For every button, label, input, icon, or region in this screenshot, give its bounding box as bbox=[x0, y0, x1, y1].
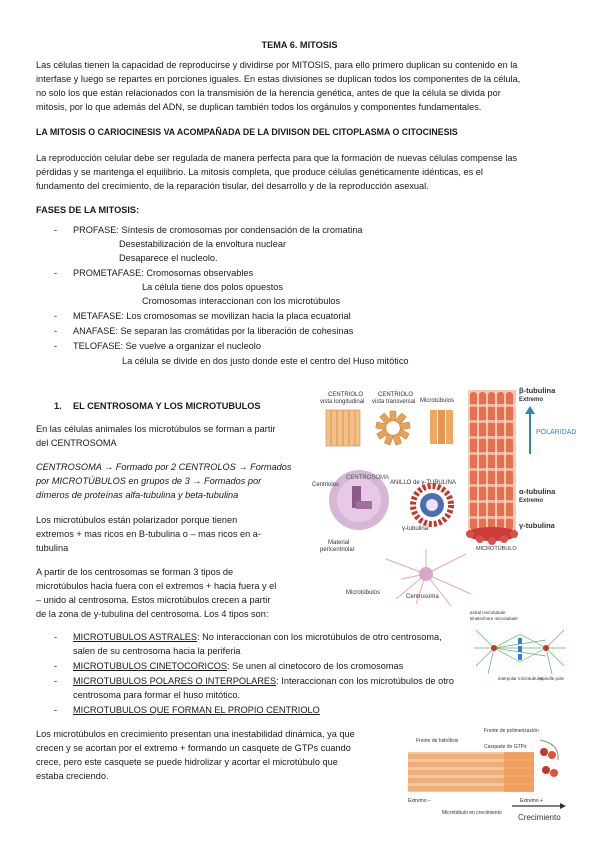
bullet-dash: - bbox=[54, 632, 58, 642]
type-name: MICROTUBULOS POLARES O INTERPOLARES bbox=[73, 676, 277, 686]
section-title: EL CENTROSOMA Y LOS MICROTUBULOS bbox=[73, 401, 261, 411]
repro-line: La reproducción celular debe ser regulada de manera perfecta para que la formación de nuevas células compense las bbox=[36, 153, 518, 163]
label-centriolos: Centriolos bbox=[312, 482, 340, 488]
body-line: En las células animales los microtúbulos se forman a partir bbox=[36, 424, 276, 434]
label-anillo: ANILLO de γ-TUBULINA bbox=[390, 480, 457, 486]
tubulin-dimer-icon bbox=[540, 748, 558, 777]
italic-line: dímeros de proteínas alfa-tubulina y beta-tubulina bbox=[36, 490, 239, 500]
label-centriolo-trans2: vista transversal bbox=[372, 399, 416, 405]
label-material: Material bbox=[328, 540, 350, 546]
body-line: crecen y se acortan por el extremo + formando un casquete de GTPs cuando bbox=[36, 743, 351, 753]
phase-profase: PROFASE: Síntesis de cromosomas por condensación de la cromatina bbox=[73, 225, 363, 235]
phase-sub: Cromosomas interaccionan con los microtúbulos bbox=[142, 296, 341, 306]
repro-line: pérdidas y se mantenga el equilibrio. La mitosis completa, que produce células genéticamente idénticas, es el bbox=[36, 167, 483, 177]
label-casquete: Casquete de GTPs bbox=[484, 744, 527, 750]
body-line: estaba creciendo. bbox=[36, 771, 109, 781]
bullet-dash: - bbox=[54, 705, 58, 715]
microtubule-bundle-icon bbox=[430, 410, 453, 444]
body-line: del CENTROSOMA bbox=[36, 438, 117, 448]
label-astral: astral microtubule bbox=[470, 610, 506, 615]
phase-sub: Desestabilización de la envoltura nuclear bbox=[119, 239, 287, 249]
label-microtubulos: Microtúbulos bbox=[420, 398, 455, 404]
microtubule-column-icon bbox=[466, 390, 518, 545]
growth-diagram bbox=[400, 722, 572, 826]
phase-metafase: METAFASE: Los cromosomas se movilizan hacia la placa ecuatorial bbox=[73, 311, 351, 321]
body-line: Los microtúbulos en crecimiento presentan una inestabilidad dinámica, ya que bbox=[36, 729, 355, 739]
label-centriolo-trans: CENTRIOLO bbox=[378, 392, 414, 398]
label-crecimiento: Crecimiento bbox=[518, 813, 561, 822]
intro-line: interfase y luego se repartes en porciones iguales. En estas divisiones se duplican todos los componentes de la célula, bbox=[36, 74, 521, 84]
label-extremo-minus-3: Extremo – bbox=[408, 798, 431, 804]
bullet-dash: - bbox=[54, 268, 58, 278]
label-frente-hidrolisis: Frente de hidrólisis bbox=[416, 738, 459, 744]
type-desc: : Se unen al cinetocoro de los cromosomas bbox=[227, 661, 404, 671]
phase-sub: La célula tiene dos polos opuestos bbox=[142, 282, 283, 292]
type-name: MICROTUBULOS CINETOCORICOS bbox=[73, 661, 227, 671]
heading-cariocinesis: LA MITOSIS O CARIOCINESIS VA ACOMPAÑADA DE LA DIVIISON DEL CITOPLASMA O CITOCINESIS bbox=[36, 127, 458, 137]
label-interpolar: interpolar microtubules bbox=[498, 676, 544, 681]
label-beta-tubulina: β-tubulina bbox=[519, 386, 556, 395]
type-cont: salen de su centrosoma hacia la periferia bbox=[73, 646, 241, 656]
label-frente-polimerizacion: Frente de polimerización bbox=[484, 728, 539, 734]
body-line: A partir de los centrosomas se forman 3 tipos de bbox=[36, 567, 234, 577]
phase-telofase: TELOFASE: Se vuelve a organizar el nucleolo bbox=[73, 341, 261, 351]
label-kinetochore: kinetochore microtubule bbox=[470, 616, 518, 621]
label-spindle-pole: spindle pole bbox=[540, 676, 565, 681]
section-number: 1. bbox=[54, 401, 62, 411]
italic-line: por MICROTÚBULOS en grupos de 3 → Formados por bbox=[36, 476, 262, 486]
page-title: TEMA 6. MITOSIS bbox=[261, 40, 338, 50]
bullet-dash: - bbox=[54, 225, 58, 235]
body-line: de la zona de y-tubulina del centrosoma. Los 4 tipos son: bbox=[36, 609, 269, 619]
label-caption: Microtúbulo en crecimiento bbox=[442, 810, 502, 816]
bullet-dash: - bbox=[54, 326, 58, 336]
type-desc: : No interaccionan con los microtúbulos de otro centrosoma, bbox=[197, 632, 442, 642]
phases-heading: FASES DE LA MITOSIS: bbox=[36, 205, 140, 215]
label-extremo-minus: Extremo bbox=[519, 498, 544, 504]
body-line: Los microtúbulos están polarizador porque tienen bbox=[36, 515, 238, 525]
body-line: microtúbulos hacia fuera con el extremos + hacia fuera y el bbox=[36, 581, 277, 591]
bullet-dash: - bbox=[54, 661, 58, 671]
phase-anafase: ANAFASE: Se separan las cromátidas por la liberación de cohesinas bbox=[73, 326, 354, 336]
centriolo-longitudinal-icon bbox=[326, 410, 360, 446]
spindle-diagram bbox=[468, 608, 572, 688]
chromosomes-icon bbox=[518, 638, 522, 660]
type-astrales bbox=[73, 630, 442, 644]
bullet-dash: - bbox=[54, 676, 58, 686]
phase-sub: La célula se divide en dos justo donde este el centro del Huso mitótico bbox=[122, 356, 409, 366]
type-polares bbox=[73, 674, 454, 688]
repro-line: fundamento del crecimiento, de la reparación tisular, del desarrollo y de la reproducción asexual. bbox=[36, 181, 429, 191]
type-cont: centrosoma para formar el huso mitótico. bbox=[73, 690, 240, 700]
italic-line: CENTROSOMA → Formado por 2 CENTROLOS → Formados bbox=[36, 462, 292, 472]
centriolo-transversal-icon bbox=[376, 411, 411, 445]
centrosome-diagram bbox=[306, 384, 577, 610]
label-alpha-tubulina: α-tubulina bbox=[519, 487, 556, 496]
label-polaridad: POLARIDAD bbox=[536, 429, 577, 436]
label-microtubulos-2: Microtúbulos bbox=[346, 590, 381, 596]
growing-microtubule-icon bbox=[408, 752, 534, 792]
label-centrosoma-2: Centrosoma bbox=[406, 594, 439, 600]
label-extremo-plus-3: Extremo + bbox=[520, 798, 543, 804]
phase-prometafase: PROMETAFASE: Cromosomas observables bbox=[73, 268, 254, 278]
body-line: tubulina bbox=[36, 543, 69, 553]
type-name: MICROTUBULOS QUE FORMAN EL PROPIO CENTRIOLO bbox=[73, 705, 320, 715]
label-centriolo-long2: vista longitudinal bbox=[320, 399, 365, 405]
label-material2: pericentriolar bbox=[320, 547, 355, 553]
bullet-dash: - bbox=[54, 311, 58, 321]
type-desc: : Interaccionan con los microtúbulos de otro bbox=[276, 676, 454, 686]
body-line: crece, pero este casquete se puede hidrolizar y acortar el microtúbulo que bbox=[36, 757, 338, 767]
label-gamma-tubulina-2: γ-tubulina bbox=[402, 526, 429, 532]
body-line: – unido al centrosoma. Estos microtúbulos crecen a partir bbox=[36, 595, 271, 605]
label-extremo-plus: Extremo bbox=[519, 397, 544, 403]
intro-line: Las células tienen la capacidad de reproducirse y dividirse por MITOSIS, para ello primero duplican su contenido en la bbox=[36, 60, 518, 70]
bullet-dash: - bbox=[54, 341, 58, 351]
type-centriolo bbox=[73, 703, 320, 717]
type-name: MICROTUBULOS ASTRALES bbox=[73, 632, 198, 642]
polarity-arrow-icon bbox=[525, 406, 535, 454]
gamma-ring-icon bbox=[413, 486, 451, 524]
label-centriolo-long: CENTRIOLO bbox=[328, 392, 364, 398]
body-line: extremos + mas ricos en B-tubulina o – mas ricos en a- bbox=[36, 529, 261, 539]
label-microtubulo: MICROTÚBULO bbox=[476, 546, 517, 552]
phase-sub: Desaparece el nucleolo. bbox=[119, 253, 218, 263]
intro-line: no solo los que están relacionados con la transmisión de la herencia genética, antes de que la célula se divida por bbox=[36, 88, 501, 98]
label-centrosoma: CENTROSOMA bbox=[346, 475, 390, 481]
intro-line: mitosis, por lo que además del ADN, se duplican también todos los orgánulos y componentes fundamentales. bbox=[36, 102, 482, 112]
label-gamma-tubulina: γ-tubulina bbox=[519, 521, 555, 530]
type-cinetocoricos bbox=[73, 659, 403, 673]
